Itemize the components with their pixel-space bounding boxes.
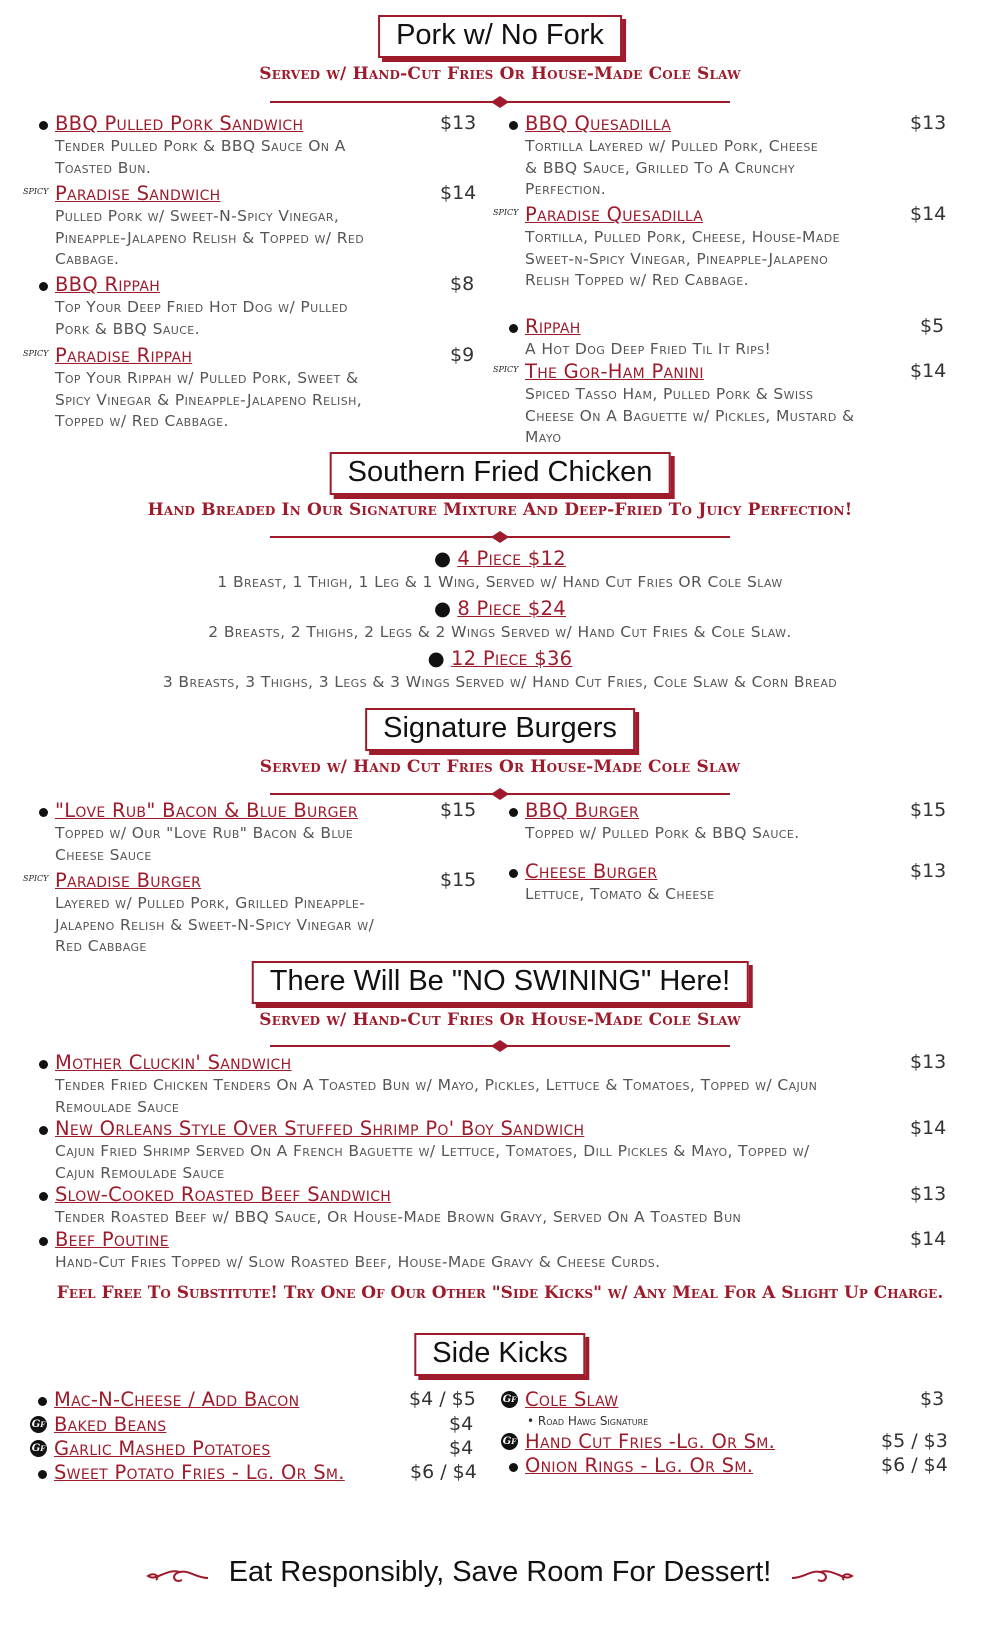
section-divider xyxy=(270,96,730,108)
menu-item-description: Cajun Fried Shrimp Served On A French Baguette w/ Lettuce, Tomatoes, Dill Pickles & Mayo, Topped w/ Cajun Remoulade Sauce xyxy=(55,1142,810,1182)
menu-item-name[interactable]: Beef Poutine xyxy=(55,1228,169,1251)
menu-item-name[interactable]: 12 Piece $36 xyxy=(450,647,573,670)
menu-item-price: $15 xyxy=(440,799,477,821)
menu-item-price: $14 xyxy=(910,203,947,225)
menu-item-name[interactable]: Cole Slaw xyxy=(525,1388,619,1411)
menu-item-price: $5 xyxy=(920,315,945,337)
menu-item-description: Tender Pulled Pork & BBQ Sauce On A Toasted Bun. xyxy=(55,137,346,177)
menu-item xyxy=(525,1454,948,1477)
menu-item-description: A Hot Dog Deep Fried Til It Rips! xyxy=(525,340,772,358)
flourish-right-icon xyxy=(790,1566,854,1586)
menu-item-name[interactable]: Paradise Burger xyxy=(55,869,202,892)
menu-item-name[interactable]: Slow-Cooked Roasted Beef Sandwich xyxy=(55,1183,392,1206)
menu-item-description: Pulled Pork w/ Sweet-N-Spicy Vinegar, Pineapple-Jalapeno Relish & Topped w/ Red Cabbage. xyxy=(55,207,365,268)
menu-item xyxy=(0,647,1000,691)
gluten-free-icon: Gf xyxy=(30,1440,47,1457)
footer-tagline: Eat Responsibly, Save Room For Dessert! xyxy=(228,1556,772,1588)
menu-item xyxy=(23,869,477,958)
gluten-free-icon: Gf xyxy=(30,1416,47,1433)
bullet-icon xyxy=(39,808,48,817)
menu-item-description: Lettuce, Tomato & Cheese xyxy=(525,885,715,903)
menu-item-description: 2 Breasts, 2 Thighs, 2 Legs & 2 Wings Served w/ Hand Cut Fries & Cole Slaw. xyxy=(208,623,792,641)
menu-item xyxy=(31,1437,474,1460)
menu-item xyxy=(55,112,477,179)
menu-item-name[interactable]: Baked Beans xyxy=(54,1413,167,1436)
menu-item-description: Tender Roasted Beef w/ BBQ Sauce, Or House-Made Brown Gravy, Served On A Toasted Bun xyxy=(55,1208,742,1226)
menu-item-price: $4 xyxy=(449,1437,474,1459)
menu-item xyxy=(55,799,477,866)
menu-item-price: $3 xyxy=(920,1388,945,1410)
menu-item xyxy=(0,597,1000,641)
section-title-sides: Side Kicks xyxy=(414,1333,585,1376)
section-title-burgers: Signature Burgers xyxy=(365,708,635,751)
menu-item xyxy=(23,182,477,271)
menu-item-name[interactable]: BBQ Quesadilla xyxy=(525,112,672,135)
menu-item-name[interactable]: Sweet Potato Fries - Lg. Or Sm. xyxy=(54,1461,345,1484)
menu-item-price: $14 xyxy=(910,1228,947,1250)
menu-item xyxy=(55,1228,945,1274)
menu-item-description: Hand-Cut Fries Topped w/ Slow Roasted Beef, House-Made Gravy & Cheese Curds. xyxy=(55,1253,661,1271)
menu-item xyxy=(54,1388,474,1411)
menu-item xyxy=(493,203,947,292)
bullet-icon xyxy=(509,869,518,878)
menu-item-price: $13 xyxy=(910,112,947,134)
menu-item-price: $6 / $4 xyxy=(881,1454,948,1476)
menu-item-price: $9 xyxy=(450,344,475,366)
bullet-icon xyxy=(509,1463,518,1472)
menu-item-name[interactable]: Mother Cluckin' Sandwich xyxy=(55,1051,292,1074)
menu-item-name[interactable]: BBQ Rippah xyxy=(55,273,161,296)
bullet-icon xyxy=(39,121,48,130)
menu-item-name[interactable]: The Gor-Ham Panini xyxy=(525,360,704,383)
bullet-icon xyxy=(39,1060,48,1069)
gluten-free-icon: Gf xyxy=(501,1433,518,1450)
menu-item-price: $4 xyxy=(449,1413,474,1435)
menu-item-description: Top Your Deep Fried Hot Dog w/ Pulled Pork & BBQ Sauce. xyxy=(55,298,348,338)
menu-item-name[interactable]: Paradise Sandwich xyxy=(55,182,221,205)
bullet-icon xyxy=(39,1192,48,1201)
menu-item-name[interactable]: Paradise Quesadilla xyxy=(525,203,704,226)
menu-item xyxy=(525,315,945,361)
bullet-icon xyxy=(509,324,518,333)
menu-item-price: $14 xyxy=(910,1117,947,1139)
spicy-icon: spicy xyxy=(23,346,49,359)
menu-item xyxy=(55,1183,945,1229)
menu-item-price: $15 xyxy=(440,869,477,891)
menu-item-name[interactable]: BBQ Burger xyxy=(525,799,640,822)
menu-item xyxy=(525,112,945,201)
spicy-icon: spicy xyxy=(23,184,49,197)
section-subtitle-swining: Served w/ Hand-Cut Fries Or House-Made Cole Slaw xyxy=(259,1010,741,1030)
menu-item-price: $8 xyxy=(450,273,475,295)
bullet-icon: ● xyxy=(433,547,452,570)
menu-item-price: $13 xyxy=(910,860,947,882)
section-divider xyxy=(270,531,730,543)
menu-item-description: Top Your Rippah w/ Pulled Pork, Sweet & Spicy Vinegar & Pineapple-Jalapeno Relish, Topped w/ Red Cabbage. xyxy=(55,369,363,430)
menu-item-name[interactable]: 8 Piece $24 xyxy=(457,597,566,620)
section-subtitle-burgers: Served w/ Hand Cut Fries Or House-Made Cole Slaw xyxy=(259,757,741,777)
bullet-icon: ● xyxy=(427,647,445,670)
section-title-swining: There Will Be "NO SWINING" Here! xyxy=(252,961,749,1004)
menu-item-name[interactable]: Onion Rings - Lg. Or Sm. xyxy=(525,1454,754,1477)
bullet-icon xyxy=(509,121,518,130)
menu-item-name[interactable]: BBQ Pulled Pork Sandwich xyxy=(55,112,304,135)
cole-slaw-note: • Road Hawg Signature xyxy=(527,1414,649,1428)
menu-item xyxy=(55,1051,945,1118)
menu-item-price: $13 xyxy=(910,1183,947,1205)
menu-item xyxy=(525,799,945,845)
menu-item-price: $5 / $3 xyxy=(881,1430,948,1452)
section-subtitle-pork: Served w/ Hand-Cut Fries Or House-Made Cole Slaw xyxy=(259,64,741,84)
bullet-icon xyxy=(38,1470,47,1479)
menu-item-price: $14 xyxy=(910,360,947,382)
menu-item-price: $13 xyxy=(910,1051,947,1073)
bullet-icon: ● xyxy=(433,597,452,620)
menu-item-name[interactable]: Garlic Mashed Potatoes xyxy=(54,1437,271,1460)
menu-item xyxy=(502,1430,948,1453)
bullet-icon xyxy=(39,1237,48,1246)
menu-item-description: 1 Breast, 1 Thigh, 1 Leg & 1 Wing, Served w/ Hand Cut Fries OR Cole Slaw xyxy=(217,573,783,591)
menu-item-description: Tortilla, Pulled Pork, Cheese, House-Made Sweet-n-Spicy Vinegar, Pineapple-Jalapeno Relish Topped w/ Red Cabbage. xyxy=(525,228,840,289)
menu-item xyxy=(54,1461,477,1484)
bullet-icon xyxy=(38,1397,47,1406)
menu-item-name[interactable]: Rippah xyxy=(525,315,581,338)
section-title-chicken: Southern Fried Chicken xyxy=(330,452,671,495)
menu-item-name[interactable]: Paradise Rippah xyxy=(55,344,193,367)
gluten-free-icon: Gf xyxy=(501,1391,518,1408)
menu-item-price: $15 xyxy=(910,799,947,821)
menu-item-name[interactable]: Mac-N-Cheese / Add Bacon xyxy=(54,1388,300,1411)
menu-item xyxy=(55,273,475,340)
spicy-icon: spicy xyxy=(493,362,519,375)
menu-item-price: $13 xyxy=(440,112,477,134)
menu-item-price: $4 / $5 xyxy=(409,1388,476,1410)
menu-item-name[interactable]: Cheese Burger xyxy=(525,860,658,883)
bullet-icon xyxy=(39,1126,48,1135)
menu-item-description: Layered w/ Pulled Pork, Grilled Pineapple-Jalapeno Relish & Sweet-N-Spicy Vinegar w/ Red Cabbage xyxy=(55,894,375,955)
spicy-icon: spicy xyxy=(493,205,519,218)
section-title-pork: Pork w/ No Fork xyxy=(378,15,622,58)
menu-item-description: Spiced Tasso Ham, Pulled Pork & Swiss Cheese On A Baguette w/ Pickles, Mustard & Mayo xyxy=(525,385,855,446)
menu-item xyxy=(31,1413,474,1436)
menu-item xyxy=(493,360,947,449)
menu-item xyxy=(23,344,475,433)
substitution-note: Feel Free To Substitute! Try One Of Our Other "Side Kicks" w/ Any Meal For A Slight Up Charge. xyxy=(56,1283,944,1303)
menu-item xyxy=(0,547,1000,591)
menu-item-description: 3 Breasts, 3 Thighs, 3 Legs & 3 Wings Served w/ Hand Cut Fries, Cole Slaw & Corn Bread xyxy=(162,673,838,691)
bullet-icon xyxy=(39,282,48,291)
spicy-icon: spicy xyxy=(23,871,49,884)
menu-item-name[interactable]: Hand Cut Fries -Lg. Or Sm. xyxy=(525,1430,776,1453)
menu-item xyxy=(502,1388,945,1411)
menu-item-description: Tortilla Layered w/ Pulled Pork, Cheese & BBQ Sauce, Grilled To A Crunchy Perfection. xyxy=(525,137,819,198)
menu-item-description: Tender Fried Chicken Tenders On A Toasted Bun w/ Mayo, Pickles, Lettuce & Tomatoes, Topped w/ Cajun Remoulade Sauce xyxy=(55,1076,818,1116)
menu-item-name[interactable]: New Orleans Style Over Stuffed Shrimp Po' Boy Sandwich xyxy=(55,1117,585,1140)
menu-item-name[interactable]: 4 Piece $12 xyxy=(457,547,566,570)
menu-item-name[interactable]: "Love Rub" Bacon & Blue Burger xyxy=(55,799,358,822)
bullet-icon xyxy=(509,808,518,817)
menu-item xyxy=(525,860,945,906)
section-subtitle-chicken: Hand Breaded In Our Signature Mixture And Deep-Fried To Juicy Perfection! xyxy=(147,500,853,520)
menu-item-price: $6 / $4 xyxy=(410,1461,477,1483)
menu-item xyxy=(55,1117,945,1184)
menu-item-price: $14 xyxy=(440,182,477,204)
menu-item-description: Topped w/ Pulled Pork & BBQ Sauce. xyxy=(525,824,800,842)
menu-item-description: Topped w/ Our "Love Rub" Bacon & Blue Cheese Sauce xyxy=(55,824,354,864)
